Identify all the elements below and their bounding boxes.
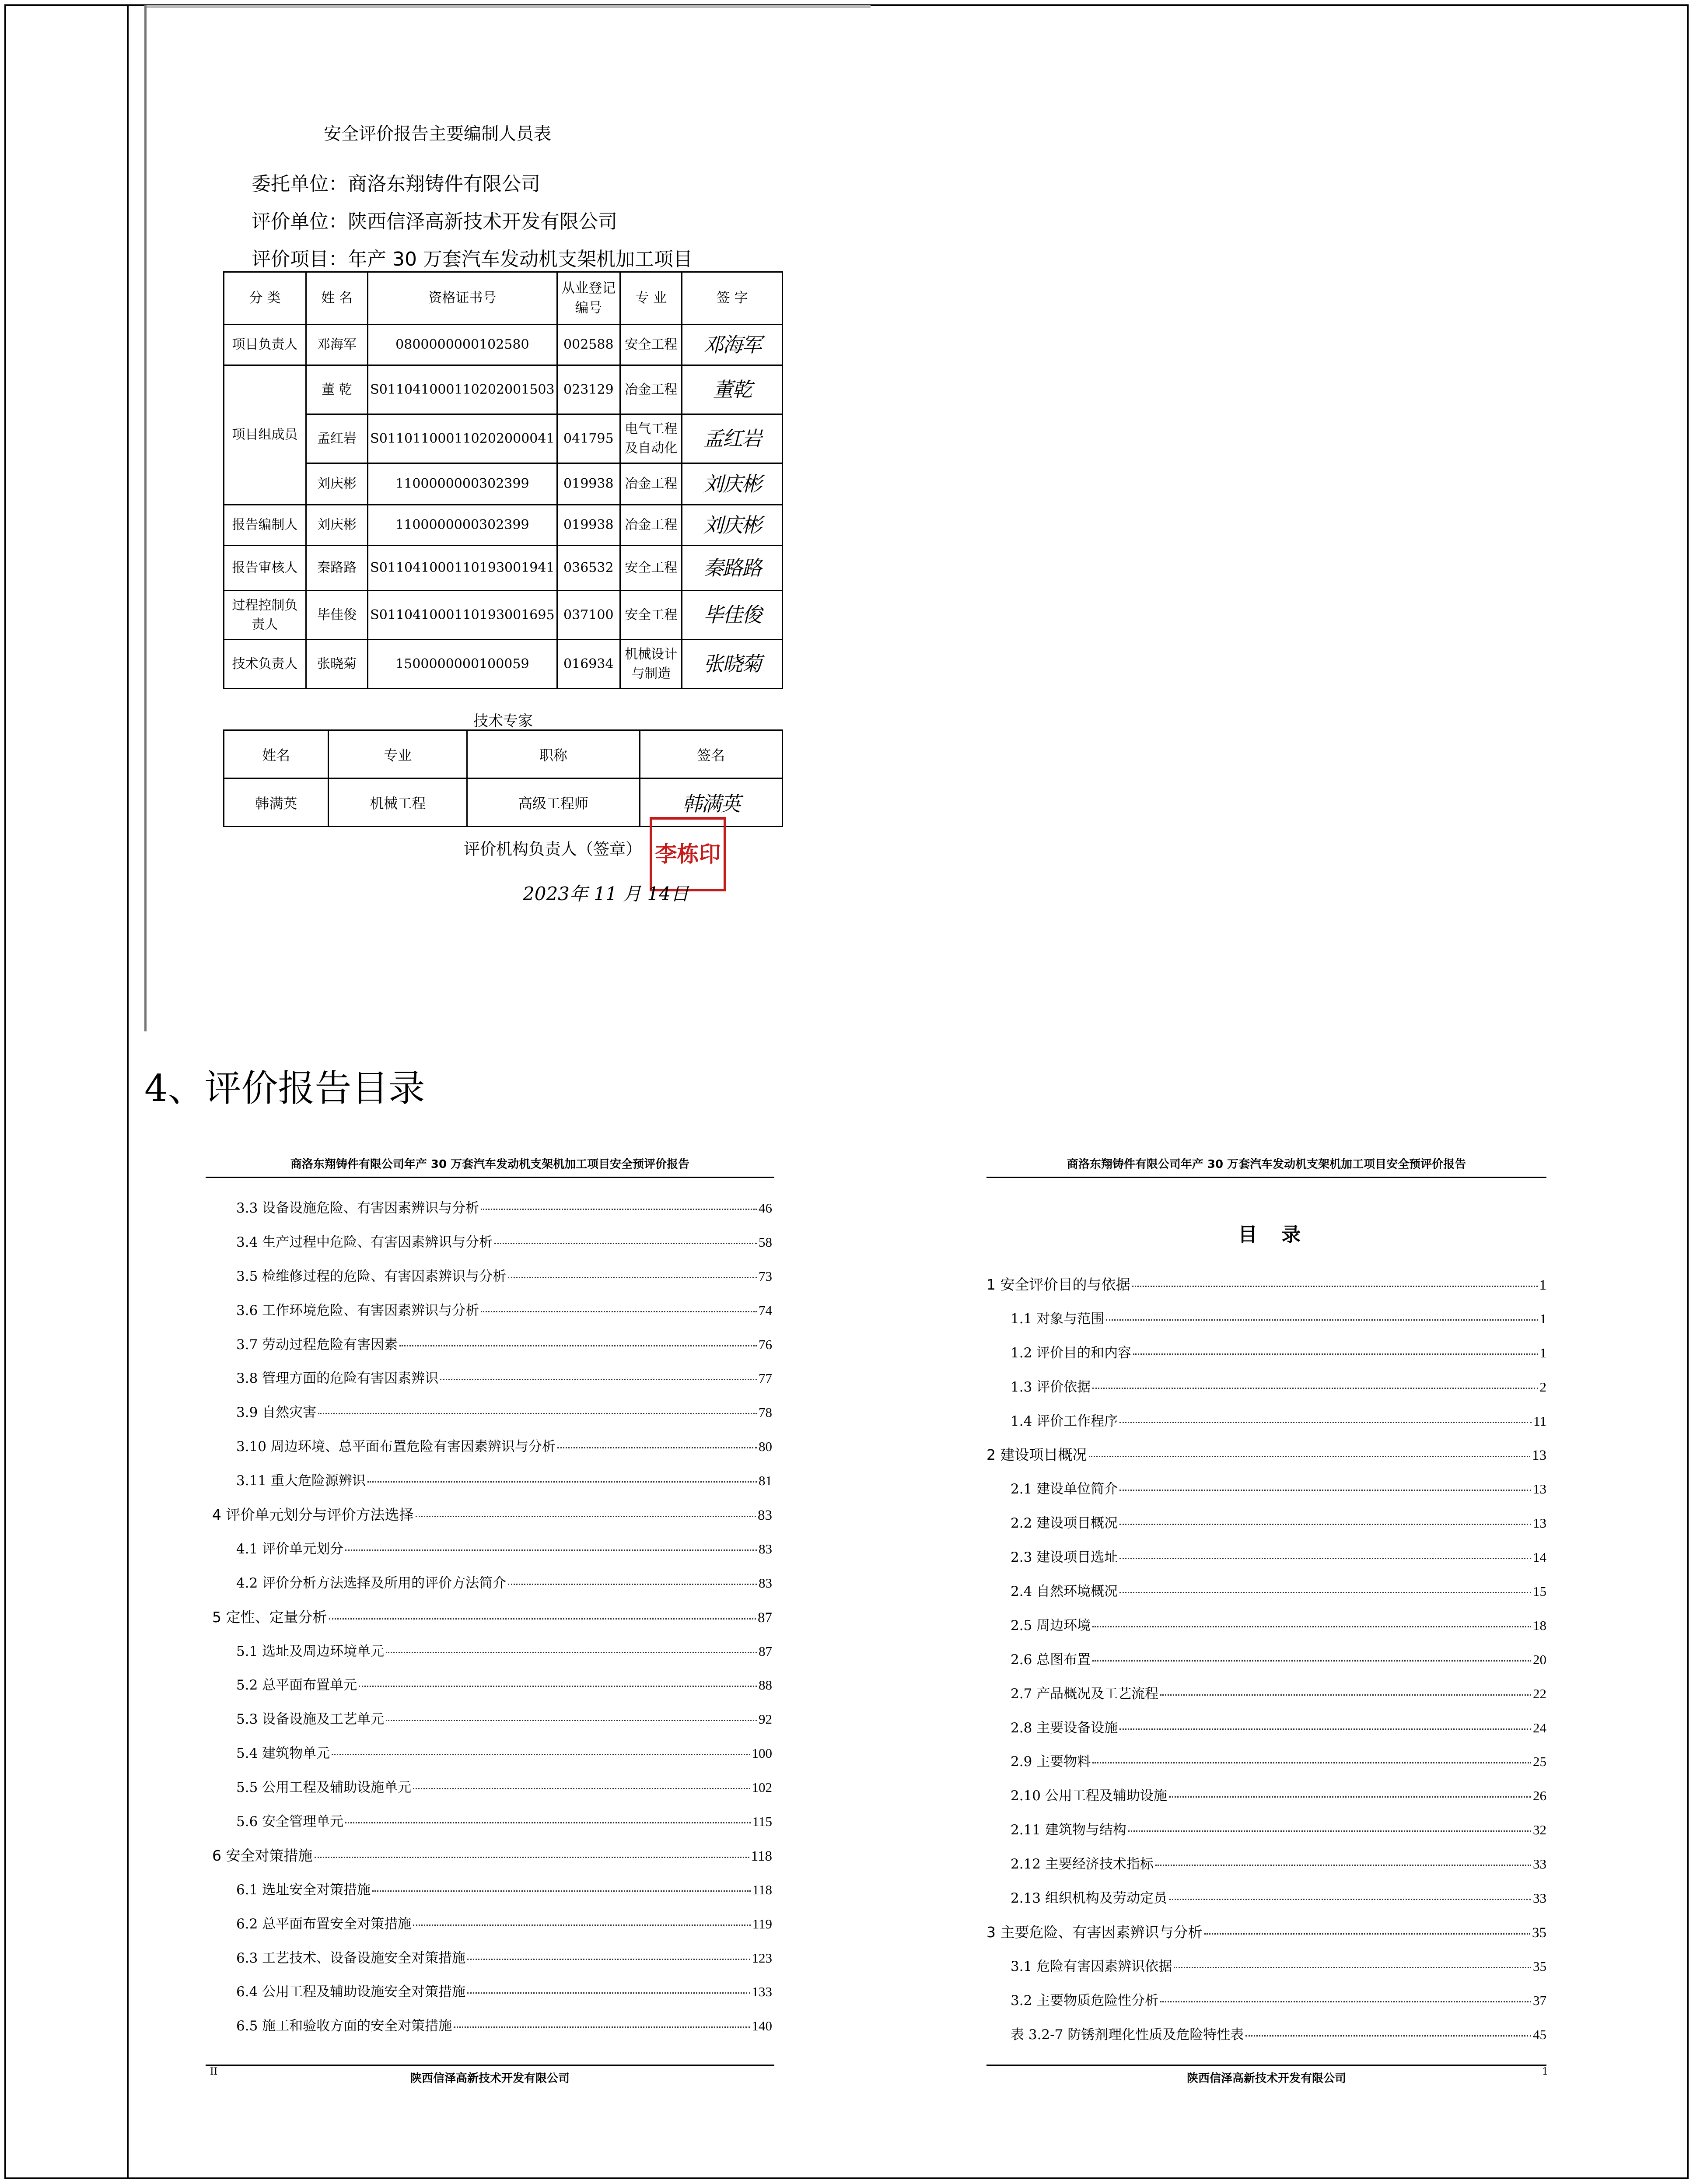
toc-entry — [212, 1333, 772, 1367]
toc-leader-dots — [1119, 1422, 1532, 1423]
row-major: 冶金工程 — [620, 463, 682, 505]
toc-entry-page: 32 — [1533, 1822, 1546, 1838]
expert-title: 高级工程师 — [467, 778, 640, 827]
toc-list-left — [212, 1197, 772, 2049]
toc-entry-label: 2.2 建设项目概况 — [1011, 1515, 1118, 1532]
toc-entry-label: 1.2 评价目的和内容 — [1011, 1345, 1132, 1361]
toc-entry — [212, 1981, 772, 2015]
table-row — [224, 365, 783, 414]
row-cert: 1100000000302399 — [368, 505, 557, 546]
toc-entry-page: 20 — [1533, 1651, 1546, 1667]
row-name: 董 乾 — [306, 365, 367, 414]
toc-entry-page: 13 — [1533, 1481, 1546, 1497]
toc-entry — [212, 1947, 772, 1981]
row-reg: 016934 — [557, 640, 620, 689]
toc-leader-dots — [367, 1481, 757, 1483]
toc-leader-dots — [454, 2026, 750, 2028]
toc-entry — [986, 1648, 1546, 1683]
toc-entry-label: 3.1 危险有害因素辨识依据 — [1011, 1958, 1172, 1974]
toc-entry-page: 11 — [1533, 1413, 1546, 1429]
row-reg: 002588 — [557, 325, 620, 365]
toc-entry-page: 18 — [1533, 1617, 1546, 1633]
toc-leader-dots — [1169, 1899, 1531, 1900]
row-category: 过程控制负责人 — [224, 591, 306, 640]
toc-entry-label: 4 评价单元划分与评价方法选择 — [212, 1506, 414, 1524]
toc-entry — [212, 1572, 772, 1606]
toc-entry-label: 1 安全评价目的与依据 — [986, 1276, 1130, 1293]
toc-leader-dots — [1128, 1830, 1531, 1832]
toc-entry-page: 22 — [1533, 1686, 1546, 1701]
expert-name: 韩满英 — [224, 778, 329, 827]
toc-entry-label: 1.1 对象与范围 — [1011, 1311, 1105, 1327]
row-major: 机械设计与制造 — [620, 640, 682, 689]
toc-entry-label: 6.5 施工和验收方面的安全对策措施 — [236, 2018, 452, 2034]
toc-entry-page: 33 — [1533, 1856, 1546, 1872]
toc-entry-page: 33 — [1533, 1890, 1546, 1906]
toc-entry — [212, 1640, 772, 1674]
row-reg: 037100 — [557, 591, 620, 640]
toc-entry-page: 46 — [759, 1200, 772, 1216]
toc-entry — [212, 1844, 772, 1879]
toc-leader-dots — [1245, 2035, 1531, 2037]
toc-entry-page: 1 — [1539, 1311, 1546, 1326]
toc-entry-label: 1.3 评价依据 — [1011, 1379, 1091, 1395]
toc-entry-page: 58 — [759, 1234, 772, 1250]
row-cert: 0800000000102580 — [368, 325, 557, 365]
toc-leader-dots — [1119, 1490, 1531, 1491]
toc-leader-dots — [1204, 1933, 1531, 1935]
toc-leader-dots — [508, 1277, 757, 1278]
toc-entry-page: 73 — [759, 1268, 772, 1284]
toc-leader-dots — [1089, 1456, 1531, 1457]
row-major: 冶金工程 — [620, 365, 682, 414]
header-expert-signature: 签名 — [640, 730, 783, 778]
scan-top-edge — [147, 5, 871, 8]
toc-leader-dots — [1155, 1865, 1531, 1866]
toc-entry-page: 140 — [752, 2018, 772, 2034]
toc-leader-dots — [1092, 1626, 1531, 1627]
table-row — [224, 414, 783, 463]
row-name: 邓海军 — [306, 325, 367, 365]
toc-entry-label: 3.2 主要物质危险性分析 — [1011, 1992, 1159, 2009]
toc-leader-dots — [329, 1618, 756, 1620]
toc-list-right — [986, 1273, 1546, 2057]
page-number: II — [210, 2066, 218, 2077]
toc-leader-dots — [467, 1992, 750, 1994]
handwritten-signature: 董乾 — [682, 365, 783, 414]
row-cert: S011011000110202000041 — [368, 414, 557, 463]
staff-page-title: 安全评价报告主要编制人员表 — [324, 124, 551, 144]
toc-leader-dots — [481, 1209, 757, 1210]
toc-entry — [212, 1674, 772, 1708]
toc-entry-label: 3.4 生产过程中危险、有害因素辨识与分析 — [236, 1234, 493, 1250]
table-row — [224, 640, 783, 689]
project-line: 评价项目：年产 30 万套汽车发动机支架机加工项目 — [252, 248, 693, 270]
row-reg: 019938 — [557, 463, 620, 505]
row-name: 秦路路 — [306, 546, 367, 591]
toc-leader-dots — [386, 1652, 757, 1653]
toc-entry-label: 2.12 主要经济技术指标 — [1011, 1856, 1154, 1872]
toc-leader-dots — [1174, 1967, 1531, 1968]
handwritten-signature: 张晓菊 — [682, 640, 783, 689]
experts-table — [223, 729, 783, 827]
toc-entry-label: 5.3 设备设施及工艺单元 — [236, 1711, 385, 1728]
handwritten-signature: 韩满英 — [640, 778, 783, 827]
toc-entry-label: 6.4 公用工程及辅助设施安全对策措施 — [236, 1984, 466, 2000]
toc-entry-label: 6.1 选址安全对策措施 — [236, 1882, 371, 1898]
toc-entry-label: 2.11 建筑物与结构 — [1011, 1822, 1126, 1838]
header-signature: 签 字 — [682, 272, 783, 325]
toc-entry-page: 88 — [759, 1677, 772, 1693]
toc-entry-page: 92 — [759, 1711, 772, 1727]
toc-entry-page: 118 — [751, 1848, 772, 1864]
toc-entry — [212, 1606, 772, 1640]
toc-title: 目 录 — [1238, 1223, 1310, 1246]
toc-leader-dots — [557, 1447, 757, 1448]
toc-entry-page: 26 — [1533, 1788, 1546, 1804]
toc-entry-label: 3.8 管理方面的危险有害因素辨识 — [236, 1371, 439, 1387]
row-category: 技术负责人 — [224, 640, 306, 689]
toc-entry-page: 35 — [1532, 1925, 1546, 1941]
toc-entry-label: 2.4 自然环境概况 — [1011, 1584, 1118, 1600]
toc-entry-label: 5.1 选址及周边环境单元 — [236, 1643, 385, 1659]
toc-entry-label: 5.6 安全管理单元 — [236, 1814, 344, 1830]
toc-entry-label: 2.9 主要物料 — [1011, 1754, 1091, 1770]
toc-leader-dots — [1133, 1353, 1538, 1355]
toc-leader-dots — [1092, 1388, 1538, 1389]
toc-entry-page: 81 — [759, 1473, 772, 1489]
toc-entry-page: 74 — [759, 1302, 772, 1318]
toc-entry-label: 表 3.2-7 防锈剂理化性质及危险特性表 — [1011, 2026, 1244, 2043]
toc-entry — [986, 1921, 1546, 1955]
toc-entry — [212, 1742, 772, 1776]
toc-entry-page: 1 — [1539, 1345, 1546, 1360]
toc-entry-label: 2.13 组织机构及劳动定员 — [1011, 1890, 1167, 1907]
toc-entry-label: 6 安全对策措施 — [212, 1847, 313, 1864]
toc-entry — [986, 1750, 1546, 1784]
row-major: 安全工程 — [620, 591, 682, 640]
toc-leader-dots — [318, 1413, 757, 1414]
row-cert: S011041000110193001941 — [368, 546, 557, 591]
toc-entry — [212, 1810, 772, 1844]
toc-leader-dots — [467, 1959, 750, 1960]
toc-entry — [212, 1538, 772, 1572]
toc-entry-label: 2.6 总图布置 — [1011, 1651, 1091, 1668]
row-name: 刘庆彬 — [306, 463, 367, 505]
toc-entry-label: 3.11 重大危险源辨识 — [236, 1473, 366, 1489]
toc-entry-page: 78 — [759, 1405, 772, 1420]
row-category: 项目组成员 — [224, 365, 306, 505]
toc-entry-page: 2 — [1539, 1379, 1546, 1395]
toc-leader-dots — [1169, 1796, 1531, 1798]
toc-entry-page: 15 — [1533, 1584, 1546, 1599]
toc-entry-label: 5.5 公用工程及辅助设施单元 — [236, 1780, 412, 1796]
toc-entry — [986, 1717, 1546, 1751]
header-reg: 从业登记编号 — [557, 272, 620, 325]
row-cert: 1500000000100059 — [368, 640, 557, 689]
toc-entry-page: 77 — [759, 1371, 772, 1386]
toc-entry — [986, 1887, 1546, 1921]
toc-entry — [212, 1708, 772, 1742]
toc-leader-dots — [1092, 1660, 1531, 1662]
toc-leader-dots — [359, 1686, 757, 1687]
toc-entry-label: 6.3 工艺技术、设备设施安全对策措施 — [236, 1950, 466, 1966]
section-heading: 4、评价报告目录 — [144, 1067, 425, 1110]
handwritten-signature: 毕佳俊 — [682, 591, 783, 640]
toc-entry — [986, 1478, 1546, 1512]
toc-entry-page: 76 — [759, 1336, 772, 1352]
toc-leader-dots — [1092, 1762, 1531, 1763]
toc-leader-dots — [1132, 1286, 1538, 1287]
header-major: 专 业 — [620, 272, 682, 325]
toc-entry — [986, 1273, 1546, 1308]
toc-entry — [986, 1989, 1546, 2023]
row-major: 冶金工程 — [620, 505, 682, 546]
header-category: 分 类 — [224, 272, 306, 325]
header-name: 姓 名 — [306, 272, 367, 325]
toc-leader-dots — [399, 1345, 757, 1346]
official-seal: 李栋印 — [650, 817, 726, 891]
row-reg: 041795 — [557, 414, 620, 463]
toc-leader-dots — [1119, 1592, 1531, 1593]
toc-entry-label: 4.2 评价分析方法选择及所用的评价方法简介 — [236, 1575, 507, 1591]
toc-leader-dots — [416, 1516, 756, 1517]
handwritten-signature: 秦路路 — [682, 546, 783, 591]
toc-leader-dots — [372, 1890, 750, 1892]
toc-entry — [986, 1444, 1546, 1478]
toc-entry — [212, 1367, 772, 1401]
toc-entry — [212, 2015, 772, 2049]
toc-entry-page: 13 — [1533, 1515, 1546, 1531]
toc-entry-label: 5 定性、定量分析 — [212, 1608, 327, 1626]
toc-entry — [986, 1512, 1546, 1546]
staff-scan-page — [144, 5, 868, 1031]
toc-entry-page: 123 — [752, 1950, 772, 1966]
handwritten-signature: 邓海军 — [682, 325, 783, 365]
row-reg: 036532 — [557, 546, 620, 591]
toc-entry-label: 5.2 总平面布置单元 — [236, 1677, 357, 1693]
client-line: 委托单位：商洛东翔铸件有限公司 — [252, 173, 540, 195]
toc-entry-label: 6.2 总平面布置安全对策措施 — [236, 1916, 412, 1932]
handwritten-signature: 刘庆彬 — [682, 463, 783, 505]
toc-entry-page: 83 — [758, 1507, 772, 1524]
experts-caption: 技术专家 — [473, 712, 533, 730]
toc-entry-label: 5.4 建筑物单元 — [236, 1746, 330, 1762]
toc-entry — [986, 1955, 1546, 1989]
toc-leader-dots — [1119, 1558, 1531, 1559]
toc-entry-page: 1 — [1539, 1277, 1546, 1293]
toc-page-footer — [986, 2065, 1546, 2086]
row-reg: 023129 — [557, 365, 620, 414]
toc-entry — [212, 1265, 772, 1299]
toc-entry-label: 3.6 工作环境危险、有害因素辨识与分析 — [236, 1302, 479, 1318]
toc-leader-dots — [315, 1857, 749, 1858]
page-number: 1 — [1542, 2066, 1548, 2077]
table-row — [224, 546, 783, 591]
toc-entry-page: 133 — [752, 1984, 772, 2000]
toc-leader-dots — [1106, 1319, 1538, 1321]
toc-entry-page: 83 — [759, 1541, 772, 1556]
toc-page-footer — [206, 2065, 774, 2086]
toc-leader-dots — [1160, 1694, 1531, 1696]
row-major: 电气工程及自动化 — [620, 414, 682, 463]
footer-company: 陕西信泽高新技术开发有限公司 — [1186, 2072, 1346, 2085]
toc-entry-page: 14 — [1533, 1549, 1546, 1565]
signing-date: 2023年 11 月 14日 — [523, 883, 689, 904]
toc-entry-page: 115 — [752, 1814, 772, 1830]
toc-entry — [986, 1853, 1546, 1887]
header-expert-major: 专业 — [329, 730, 467, 778]
toc-entry — [986, 1342, 1546, 1376]
toc-entry — [212, 1469, 772, 1504]
row-major: 安全工程 — [620, 546, 682, 591]
table-row — [224, 325, 783, 365]
row-cert: S011041000110193001695 — [368, 591, 557, 640]
toc-entry-page: 35 — [1533, 1958, 1546, 1974]
toc-entry-label: 2.3 建设项目选址 — [1011, 1549, 1118, 1566]
toc-entry — [212, 1401, 772, 1435]
table-row — [224, 463, 783, 505]
toc-entry-label: 1.4 评价工作程序 — [1011, 1413, 1118, 1429]
table-row — [224, 505, 783, 546]
toc-entry-label: 4.1 评价单元划分 — [236, 1541, 344, 1557]
toc-entry — [986, 2023, 1546, 2058]
toc-entry-label: 2.1 建设单位简介 — [1011, 1481, 1118, 1497]
toc-leader-dots — [494, 1243, 757, 1244]
toc-entry-label: 2.10 公用工程及辅助设施 — [1011, 1788, 1167, 1804]
toc-entry-page: 102 — [752, 1780, 772, 1795]
toc-entry-page: 118 — [752, 1882, 772, 1897]
toc-entry-label: 2.8 主要设备设施 — [1011, 1720, 1118, 1736]
experts-header — [224, 730, 783, 778]
toc-entry-label: 3.9 自然灾害 — [236, 1405, 317, 1421]
header-cert: 资格证书号 — [368, 272, 557, 325]
toc-entry — [986, 1614, 1546, 1648]
row-cert: S011041000110202001503 — [368, 365, 557, 414]
header-expert-name: 姓名 — [224, 730, 329, 778]
toc-entry-label: 2.5 周边环境 — [1011, 1617, 1091, 1634]
toc-leader-dots — [481, 1311, 757, 1312]
toc-entry-page: 24 — [1533, 1720, 1546, 1735]
footer-company: 陕西信泽高新技术开发有限公司 — [410, 2072, 570, 2085]
evaluator-line: 评价单位：陕西信泽高新技术开发有限公司 — [252, 210, 617, 233]
header-expert-title: 职称 — [467, 730, 640, 778]
toc-page-header: 商洛东翔铸件有限公司年产 30 万套汽车发动机支架机加工项目安全预评价报告 — [206, 1155, 774, 1178]
toc-entry-page: 87 — [758, 1609, 772, 1626]
toc-entry — [212, 1299, 772, 1333]
row-reg: 019938 — [557, 505, 620, 546]
toc-entry — [986, 1819, 1546, 1853]
toc-entry-label: 3 主要危险、有害因素辨识与分析 — [986, 1923, 1203, 1941]
toc-leader-dots — [1119, 1728, 1531, 1730]
toc-leader-dots — [508, 1584, 757, 1585]
expert-major: 机械工程 — [329, 778, 467, 827]
toc-entry-label: 3.3 设备设施危险、有害因素辨识与分析 — [236, 1200, 479, 1216]
org-head-label: 评价机构负责人（签章） — [464, 840, 642, 859]
row-name: 张晓菊 — [306, 640, 367, 689]
toc-leader-dots — [332, 1754, 750, 1755]
toc-entry — [212, 1197, 772, 1231]
toc-entry — [986, 1308, 1546, 1342]
toc-leader-dots — [413, 1788, 750, 1789]
toc-entry-page: 119 — [752, 1916, 772, 1932]
toc-entry — [212, 1504, 772, 1538]
toc-entry — [986, 1784, 1546, 1819]
toc-leader-dots — [386, 1720, 757, 1721]
toc-entry — [986, 1410, 1546, 1444]
toc-entry-page: 37 — [1533, 1992, 1546, 2008]
toc-entry-label: 3.7 劳动过程危险有害因素 — [236, 1336, 398, 1353]
staff-table — [223, 271, 783, 689]
toc-entry-label: 2.7 产品概况及工艺流程 — [1011, 1686, 1159, 1702]
toc-leader-dots — [345, 1549, 757, 1551]
toc-entry — [212, 1879, 772, 1913]
toc-entry-label: 2 建设项目概况 — [986, 1446, 1087, 1464]
row-name: 毕佳俊 — [306, 591, 367, 640]
toc-entry-label: 3.10 周边环境、总平面布置危险有害因素辨识与分析 — [236, 1439, 556, 1455]
row-category: 项目负责人 — [224, 325, 306, 365]
row-category: 报告审核人 — [224, 546, 306, 591]
row-name: 孟红岩 — [306, 414, 367, 463]
toc-entry-page: 100 — [752, 1746, 772, 1761]
toc-leader-dots — [345, 1822, 750, 1823]
toc-entry — [212, 1435, 772, 1469]
row-major: 安全工程 — [620, 325, 682, 365]
table-row — [224, 591, 783, 640]
handwritten-signature: 孟红岩 — [682, 414, 783, 463]
toc-leader-dots — [1160, 2001, 1531, 2002]
toc-entry — [212, 1231, 772, 1265]
toc-entry-page: 25 — [1533, 1754, 1546, 1770]
row-name: 刘庆彬 — [306, 505, 367, 546]
toc-entry — [212, 1776, 772, 1810]
toc-entry-label: 3.5 检维修过程的危险、有害因素辨识与分析 — [236, 1268, 507, 1284]
toc-entry-page: 45 — [1533, 2026, 1546, 2042]
toc-entry-page: 80 — [759, 1439, 772, 1455]
toc-entry — [986, 1683, 1546, 1717]
toc-leader-dots — [440, 1379, 757, 1380]
staff-table-header — [224, 272, 783, 325]
toc-leader-dots — [413, 1925, 750, 1926]
toc-entry-page: 83 — [759, 1575, 772, 1591]
toc-leader-dots — [1119, 1524, 1531, 1525]
toc-entry — [986, 1376, 1546, 1410]
row-category: 报告编制人 — [224, 505, 306, 546]
handwritten-signature: 刘庆彬 — [682, 505, 783, 546]
toc-entry-page: 13 — [1532, 1448, 1546, 1464]
toc-entry — [986, 1580, 1546, 1614]
toc-entry — [986, 1546, 1546, 1580]
toc-entry — [212, 1913, 772, 1947]
toc-page-header: 商洛东翔铸件有限公司年产 30 万套汽车发动机支架机加工项目安全预评价报告 — [986, 1155, 1546, 1178]
toc-entry-page: 87 — [759, 1643, 772, 1659]
row-cert: 1100000000302399 — [368, 463, 557, 505]
frame-divider — [127, 4, 129, 2179]
